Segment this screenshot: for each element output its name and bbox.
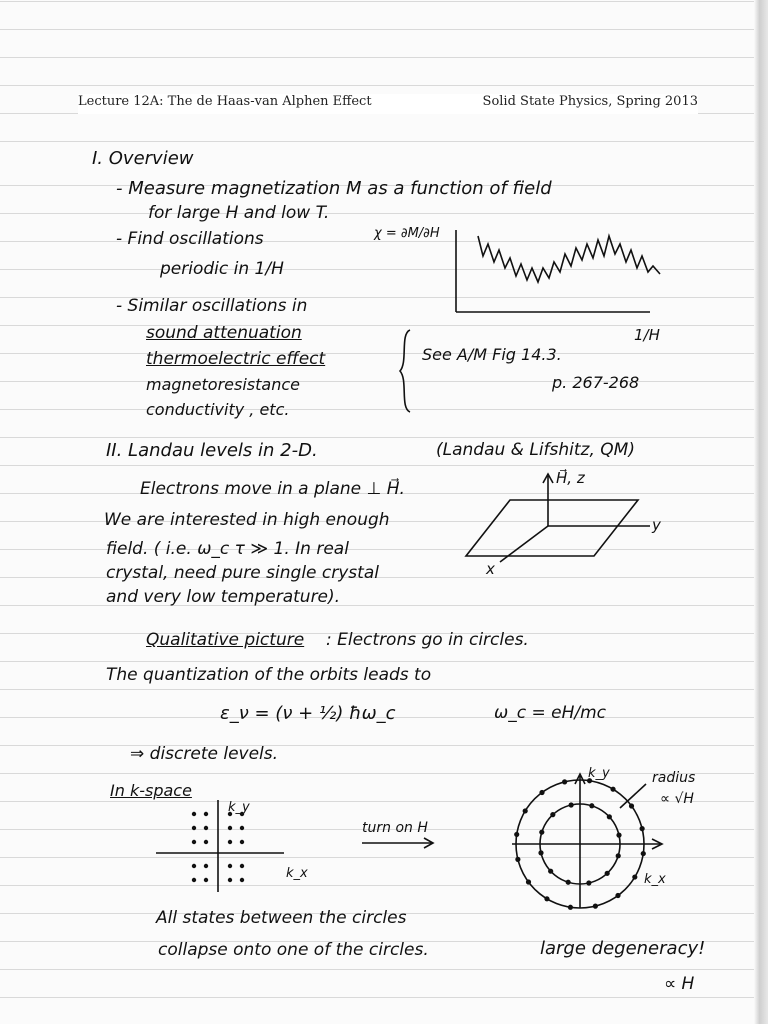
lattice-point: [204, 840, 208, 844]
lattice-point: [192, 878, 196, 882]
orbit-point: [593, 904, 598, 909]
graph-x-label: 1/H: [634, 326, 660, 344]
lattice-ky-label: k_y: [228, 800, 250, 815]
orbit-point: [616, 833, 621, 838]
landau-line-1: Electrons move in a plane ⊥ H⃗.: [140, 479, 405, 499]
overview-line-4: periodic in 1/H: [160, 259, 284, 279]
cyclotron-frequency-equation: ω_c = eH/mc: [494, 703, 607, 723]
turn-on-h-label: turn on H: [362, 820, 428, 836]
orbit-point: [562, 779, 567, 784]
overview-line-9: conductivity , etc.: [146, 400, 290, 419]
landau-line-4: crystal, need pure single crystal: [106, 563, 379, 583]
overview-line-3: - Find oscillations: [116, 229, 264, 249]
turn-on-h-arrow: [360, 836, 440, 850]
page-header: [78, 94, 698, 114]
orbit-point: [548, 869, 553, 874]
orbit-point: [569, 802, 574, 807]
lattice-point: [204, 826, 208, 830]
radius-label: radius: [652, 770, 696, 786]
orbit-point: [641, 851, 646, 856]
lattice-point: [228, 826, 232, 830]
orbit-point: [589, 803, 594, 808]
axis-label-hz: H⃗, z: [556, 469, 585, 487]
orbit-point: [586, 880, 591, 885]
orbit-point: [539, 830, 544, 835]
collapse-line-2: collapse onto one of the circles.: [158, 940, 429, 960]
lattice-point: [204, 864, 208, 868]
orbit-point: [605, 871, 610, 876]
graph-y-label: χ = ∂M/∂H: [374, 226, 440, 241]
orbit-point: [514, 832, 519, 837]
overview-line-8: magnetoresistance: [146, 375, 300, 394]
plane-outline: [466, 500, 638, 556]
orbit-point: [550, 812, 555, 817]
orbit-point: [523, 808, 528, 813]
lattice-point: [240, 878, 244, 882]
circles-ky-label: k_y: [588, 766, 610, 781]
landau-line-2: We are interested in high enough: [104, 510, 390, 530]
circles-kx-label: k_x: [644, 872, 666, 887]
k-space-label: In k-space: [110, 781, 192, 800]
qualitative-title-rest: : Electrons go in circles.: [326, 630, 529, 650]
landau-line-3: field. ( i.e. ω_c τ ≫ 1. In real: [106, 539, 349, 559]
orbit-point: [568, 905, 573, 910]
overview-line-5: - Similar oscillations in: [116, 296, 308, 316]
oscillation-curve: [478, 236, 660, 282]
orbit-point: [610, 787, 615, 792]
discrete-levels-line: ⇒ discrete levels.: [130, 744, 279, 764]
degeneracy-label: large degeneracy!: [540, 938, 706, 959]
overview-heading: I. Overview: [92, 148, 194, 169]
axis-label-y: y: [652, 516, 661, 534]
radius-proportionality: ∝ √H: [660, 791, 694, 807]
landau-heading: II. Landau levels in 2-D.: [106, 440, 318, 461]
orbit-point: [629, 803, 634, 808]
lattice-point: [240, 864, 244, 868]
collapse-line-1: All states between the circles: [156, 908, 407, 928]
binding-edge: [754, 0, 768, 1024]
overview-line-6: sound attenuation: [146, 323, 302, 343]
lattice-point: [192, 826, 196, 830]
degeneracy-proportionality: ∝ H: [664, 974, 695, 994]
orbit-point: [544, 896, 549, 901]
orbit-point: [539, 790, 544, 795]
lattice-point: [204, 812, 208, 816]
orbit-point: [607, 814, 612, 819]
orbit-point: [632, 874, 637, 879]
reference-pages: p. 267-268: [552, 373, 640, 392]
k-space-lattice: [150, 800, 300, 900]
axis-label-x: x: [486, 560, 495, 578]
orbit-point: [566, 880, 571, 885]
energy-equation: ε_ν = (ν + ½) ħω_c: [220, 703, 396, 724]
orbit-point: [515, 857, 520, 862]
lattice-point: [228, 878, 232, 882]
orbit-point: [615, 893, 620, 898]
lattice-kx-label: k_x: [286, 866, 308, 881]
landau-reference: (Landau & Lifshitz, QM): [436, 440, 635, 460]
overview-line-1: - Measure magnetization M as a function of field: [116, 178, 552, 199]
overview-line-2: for large H and low T.: [148, 203, 330, 223]
landau-line-5: and very low temperature).: [106, 587, 341, 607]
orbit-point: [538, 850, 543, 855]
reference-figure: See A/M Fig 14.3.: [422, 345, 562, 364]
qualitative-title: Qualitative picture: [146, 630, 305, 650]
lattice-point: [192, 840, 196, 844]
lattice-point: [228, 840, 232, 844]
qualitative-line-2: The quantization of the orbits leads to: [106, 665, 432, 685]
orbit-point: [616, 853, 621, 858]
lattice-point: [192, 864, 196, 868]
brace: [396, 328, 416, 414]
lattice-point: [240, 840, 244, 844]
header-course-title: Solid State Physics, Spring 2013: [482, 94, 698, 109]
lattice-point: [192, 812, 196, 816]
lattice-point: [204, 878, 208, 882]
lattice-point: [240, 826, 244, 830]
orbit-point: [526, 879, 531, 884]
overview-line-7: thermoelectric effect: [146, 349, 326, 369]
landau-circles: [508, 768, 678, 918]
header-lecture-title: Lecture 12A: The de Haas-van Alphen Effect: [78, 94, 372, 109]
lattice-point: [228, 864, 232, 868]
orbit-point: [640, 826, 645, 831]
